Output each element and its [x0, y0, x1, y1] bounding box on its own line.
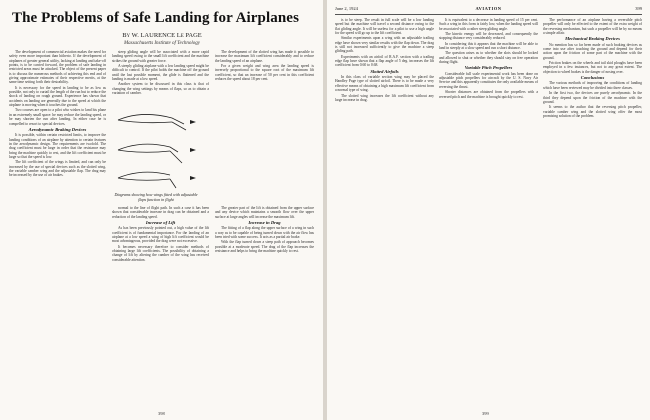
- paragraph: It seems to the author that the reversing pitch propeller, variable camber wing and the slotted wing offer the most promising solution of the problem.: [543, 105, 642, 118]
- paragraph: It is equivalent to a decrease in landing speed of 15 per cent. Such a wing in this form is fairly low, when the landing speed will be associated with a rather steep gliding angle.: [439, 18, 538, 31]
- section-heading: Aerodynamic Braking Devices: [28, 126, 87, 132]
- right-column-3: [543, 18, 642, 410]
- left-column-2-bottom: [112, 206, 209, 408]
- paragraph: Friction brakes on the wheels and tail skid ploughs have been employed in a few instances, but not to any great extent. The objection to wheel brakes is the danger of nosing over.: [543, 61, 642, 74]
- page-number: 399: [482, 411, 489, 416]
- paragraph: The lift coefficient of the wings is limited, and can only be increased by the use of special devices such as the slotted wing, the variable camber wing and the adjustable flap. The drag may be increased by the use of air brakes.: [9, 160, 106, 178]
- paragraph: is to be steep. The result in full scale will be a low landing speed but the machine will travel a second distance owing to the flat gliding angle. It will be useless for a pilot to use a high angle for the speed will go up to the lift coefficient.: [335, 18, 434, 36]
- paragraph: For a given weight and wing area the landing speed is inversely proportional to the square root of the maximum lift coefficient, so that an increase of 50 per cent in this coefficient reduces the speed about 18 per cent.: [215, 64, 314, 82]
- right-column-1: [335, 18, 434, 410]
- section-heading: Variable Pitch Propellers: [464, 65, 513, 71]
- section-heading: Slotted Airfoils: [370, 68, 399, 74]
- paragraph: With the flap turned down a steep path of approach becomes possible at a moderate speed. The drag of the flap increases the resistance and helps to bring the machine quickly to rest.: [215, 240, 314, 254]
- header-rule: [335, 14, 642, 15]
- right-page: [327, 0, 650, 420]
- paragraph: Considerable full scale experimental work has been done on adjustable pitch propellers for aircraft by the U. S. Navy Air Service and this apparently constitutes the only available means of reversing the thrust.: [439, 71, 538, 89]
- paragraph: No mention has so far been made of such braking devices as come into use after touching the ground and depend for their action upon the friction of some part of the machine with the ground.: [543, 42, 642, 60]
- paragraph: The greater part of the lift is obtained from the upper surface and any device which maintains a smooth flow over the upper surface at large angles will increase the maximum lift.: [215, 206, 314, 219]
- paragraph: The development of the slotted wing has made it possible to increase the maximum lift coefficient considerably and to reduce the landing speed of an airplane.: [215, 50, 314, 63]
- paragraph: It is possible, within certain restricted limits, to improve the landing conditions of an airplane by attention to certain features in the aerodynamic design. The requirements are twofold. The drag coefficient must be large in order that the resistance may bring the machine quickly to rest, and the lift coefficient must be large so that the speed is low.: [9, 133, 106, 159]
- paragraph: In this class of variable section wing may be placed the Handley Page type of slotted airfoil. There is to be made a very effective means of obtaining a high maximum lift coefficient from a normal type of wing.: [335, 75, 434, 93]
- section-heading: Increase of Lift: [145, 220, 176, 226]
- paragraph: Two courses are open to a pilot who wishes to land his plane in an extremely small space: he may reduce the landing speed, or he may shorten the run after landing. In either case he is compelled to resort to special devices.: [9, 108, 106, 126]
- paragraph: The slotted wing increases the lift coefficient without any large increase in drag.: [335, 93, 434, 102]
- flap-diagram-illustration: [112, 100, 200, 190]
- paragraph: Experiments with an airfoil of R.A.F. section with a trailing edge flap have shown that a flap angle of 5 deg. increases the lift coefficient from 0.60 to 0.68.: [335, 54, 434, 68]
- paragraph: The kinetic energy will be decreased, and consequently the stopping distance very considerably reduced.: [439, 32, 538, 41]
- paragraph: In the first two, the devices are purely aerodynamic. In the third they depend upon the friction of the machine with the ground.: [543, 91, 642, 104]
- right-column-2: [439, 18, 538, 410]
- left-column-1: [9, 50, 106, 408]
- section-heading: Mechanical Braking Devices: [565, 36, 620, 42]
- paragraph: Similar experiments upon a wing with an adjustable trailing edge have shown very similar results with the flap down. The drag is still not increased sufficiently to give the machine a steep gliding path.: [335, 36, 434, 54]
- running-header: [335, 6, 642, 14]
- paragraph: It is necessary for the speed in landing to be as low as possible, not only to curtail the length of the run but to reduce the shock of landing on rough ground. Experience has shown that accidents on landing are generally due to the speed at which the airplane is moving when it touches the ground.: [9, 85, 106, 108]
- paragraph: The fitting of a flap along the upper surface of a wing in such a way as to be capable of being turned down with the air flow has been tried with some success. It acts as a partial air brake.: [215, 226, 314, 240]
- paragraph: The performance of an airplane having a reversible pitch propeller will only be effected to the extent of the extra weight of the reversing mechanism, but such a propeller will be by no means a simple affair.: [543, 18, 642, 36]
- figure-caption: Diagrams showing how wings fitted with adjustable flaps function in flight: [114, 192, 198, 202]
- paragraph: A steeply gliding airplane with a low landing speed might be difficult to control. If the pilot holds the machine off the ground until the last possible moment, the glide is flattened and the landing is made at a low speed.: [112, 64, 209, 82]
- paragraph: Another system to be discussed in this class is that of changing the wing settings by means of flaps, so as to obtain a variation of camber.: [112, 82, 209, 96]
- left-column-3-top: [215, 50, 314, 200]
- paragraph: Shorter distances are obtained from the propellers with a reversed pitch and the machine is brought quickly to rest.: [439, 90, 538, 99]
- journal-name: AVIATION: [475, 6, 502, 11]
- left-column-3-bottom: [215, 206, 314, 408]
- paragraph: The development of commercial aviation makes the need for safety even more important than hitherto. If the development of airplanes of greater general utility, lacking at landing and take-off points, is to be carried forward, the problem of safe landing in restricted areas must be attacked. The object of the present paper is to discuss the numerous methods of achieving this end and of giving approximate estimates of their respective merits, at the same time setting forth their desirability.: [9, 50, 106, 85]
- section-heading: Increase in Drag: [248, 220, 281, 226]
- paragraph: The various methods of improving the conditions of landing which have been reviewed may be divided into three classes.: [543, 81, 642, 90]
- paragraph: steep gliding angle will be associated with a more rapid landing speed owing to the small lift coefficient and the machine strikes the ground with greater force.: [112, 50, 209, 63]
- flap-diagram-figure: [112, 100, 200, 190]
- author-affiliation: Massachusetts Institute of Technology: [123, 41, 201, 46]
- paragraph: It becomes necessary therefore to consider methods of obtaining large lift coefficients. The possibility of obtaining a change of lift by altering the camber of the wing has received considerable attention.: [112, 244, 209, 262]
- article-title: The Problems of Safe Landing for Airplanes: [12, 10, 300, 26]
- paragraph: In considering this it appears that the machine will be able to land in steeply at a slow speed and run a short distance.: [439, 41, 538, 51]
- paragraph: As has been previously pointed out, a high value of the lift coefficient is of fundamental importance. For the landing of an airplane at a low speed a wing of high lift coefficient would be most advantageous, provided the drag were not excessive.: [112, 226, 209, 244]
- section-heading: Conclusions: [580, 75, 605, 81]
- paragraph: normal to the line of flight path. In such a case it has been shown that considerable increase in drag can be obtained and a reduction of the landing speed.: [112, 206, 209, 219]
- header-page-number: 399: [635, 6, 642, 11]
- author-byline: By W. LAURENCE Le PAGE: [122, 32, 202, 39]
- left-page: [0, 0, 323, 420]
- issue-date: June 2, 1924: [335, 6, 358, 11]
- paragraph: The question arises as to whether the slots should be locked and allowed to shut or whether they should stay on free operation during flight.: [439, 51, 538, 65]
- left-column-2-top: [112, 50, 209, 98]
- page-number: 398: [158, 411, 165, 416]
